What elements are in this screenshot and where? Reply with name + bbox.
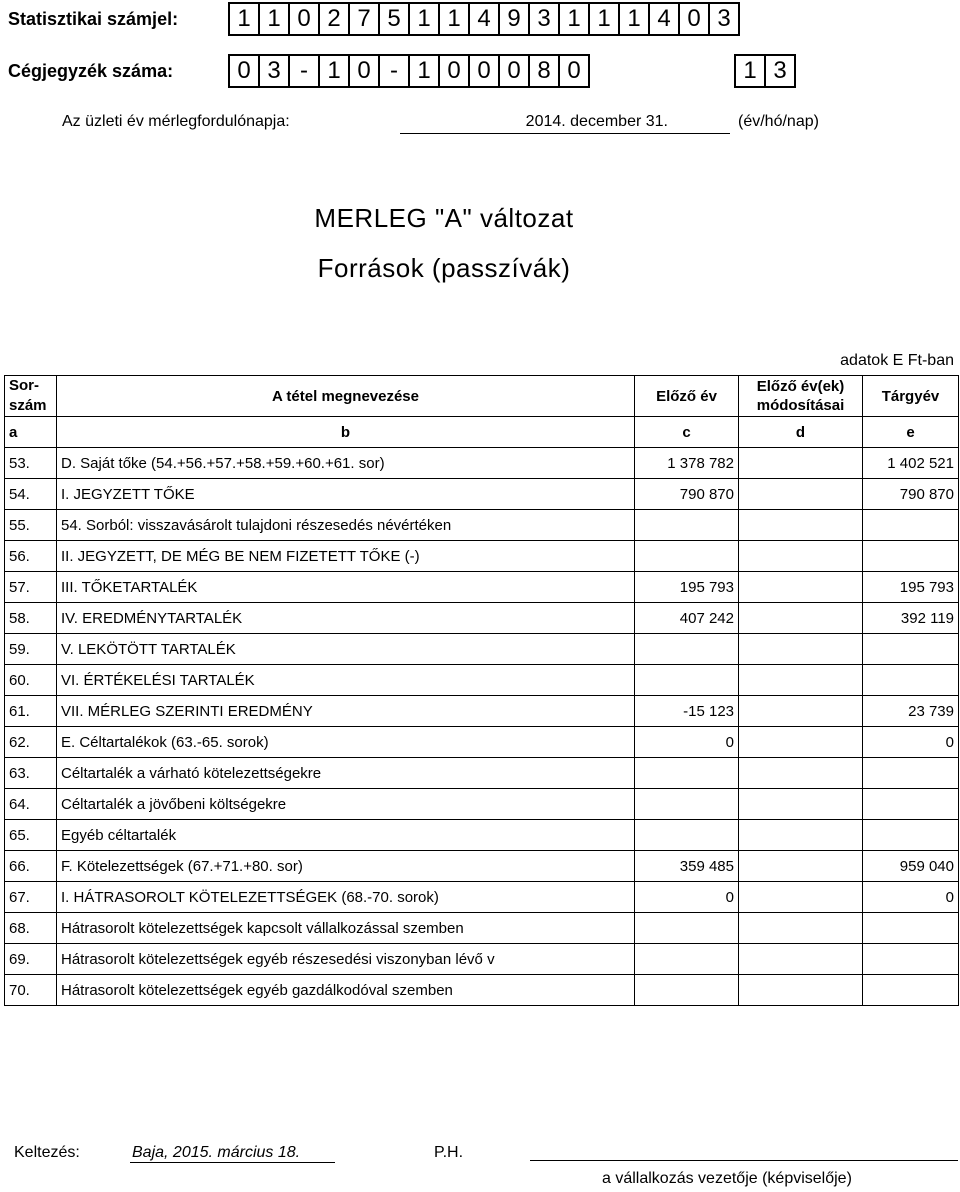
col-header-curr: Tárgyév	[863, 376, 959, 417]
row-curr-value	[863, 634, 959, 665]
row-prev-value	[635, 541, 739, 572]
table-row	[5, 913, 959, 944]
row-number: 55.	[5, 510, 57, 541]
row-number: 64.	[5, 789, 57, 820]
row-name: II. JEGYZETT, DE MÉG BE NEM FIZETETT TŐKE (-)	[57, 541, 635, 572]
table-row	[5, 820, 959, 851]
row-mod-value	[739, 510, 863, 541]
col-letter-e: e	[863, 417, 959, 448]
row-name: Céltartalék a várható kötelezettségekre	[57, 758, 635, 789]
reg-label: Cégjegyzék száma:	[8, 61, 174, 81]
table-row	[5, 479, 959, 510]
stat-digit: 0	[290, 2, 320, 36]
row-mod-value	[739, 479, 863, 510]
row-mod-value	[739, 913, 863, 944]
col-header-prev: Előző év	[635, 376, 739, 417]
footer-date-label: Keltezés:	[14, 1144, 80, 1161]
stat-digit: 3	[710, 2, 740, 36]
table-row	[5, 510, 959, 541]
stat-digit: 5	[380, 2, 410, 36]
balance-date-value: 2014. december 31.	[525, 113, 668, 130]
row-name: F. Kötelezettségek (67.+71.+80. sor)	[57, 851, 635, 882]
row-prev-value: 359 485	[635, 851, 739, 882]
reg-digit: 0	[500, 54, 530, 88]
row-name: VII. MÉRLEG SZERINTI EREDMÉNY	[57, 696, 635, 727]
row-name: D. Saját tőke (54.+56.+57.+58.+59.+60.+61. sor)	[57, 448, 635, 479]
reg-digit: 0	[230, 54, 260, 88]
row-name: VI. ÉRTÉKELÉSI TARTALÉK	[57, 665, 635, 696]
table-row	[5, 541, 959, 572]
row-prev-value: 195 793	[635, 572, 739, 603]
row-number: 63.	[5, 758, 57, 789]
stat-digit: 3	[530, 2, 560, 36]
reg-digit: -	[380, 54, 410, 88]
col-letter-a: a	[5, 417, 57, 448]
row-prev-value: 407 242	[635, 603, 739, 634]
row-number: 59.	[5, 634, 57, 665]
table-row	[5, 758, 959, 789]
row-name: 54. Sorból: visszavásárolt tulajdoni részesedés névértéken	[57, 510, 635, 541]
table-row	[5, 944, 959, 975]
footer-date-line	[130, 1162, 335, 1163]
stat-digit: 7	[350, 2, 380, 36]
stat-digit: 1	[620, 2, 650, 36]
row-mod-value	[739, 882, 863, 913]
table-row	[5, 882, 959, 913]
stat-number-boxes	[228, 2, 740, 36]
row-mod-value	[739, 789, 863, 820]
row-prev-value: 790 870	[635, 479, 739, 510]
row-name: V. LEKÖTÖTT TARTALÉK	[57, 634, 635, 665]
row-prev-value: 0	[635, 882, 739, 913]
reg-digit: 1	[320, 54, 350, 88]
row-prev-value	[635, 913, 739, 944]
row-curr-value	[863, 913, 959, 944]
row-number: 57.	[5, 572, 57, 603]
reg-suffix-digit: 3	[766, 54, 796, 88]
row-number: 69.	[5, 944, 57, 975]
reg-digit: -	[290, 54, 320, 88]
row-mod-value	[739, 634, 863, 665]
row-prev-value: -15 123	[635, 696, 739, 727]
row-number: 70.	[5, 975, 57, 1006]
row-prev-value	[635, 758, 739, 789]
row-curr-value: 0	[863, 727, 959, 758]
row-curr-value	[863, 665, 959, 696]
reg-digit: 0	[470, 54, 500, 88]
row-number: 65.	[5, 820, 57, 851]
row-curr-value: 0	[863, 882, 959, 913]
row-number: 56.	[5, 541, 57, 572]
row-prev-value	[635, 665, 739, 696]
row-prev-value: 0	[635, 727, 739, 758]
row-prev-value	[635, 510, 739, 541]
footer-date-value: Baja, 2015. március 18.	[132, 1144, 301, 1161]
row-mod-value	[739, 541, 863, 572]
col-letter-b: b	[57, 417, 635, 448]
signature-label: a vállalkozás vezetője (képviselője)	[602, 1170, 852, 1187]
row-name: E. Céltartalékok (63.-65. sorok)	[57, 727, 635, 758]
stat-digit: 9	[500, 2, 530, 36]
row-mod-value	[739, 758, 863, 789]
reg-digit: 3	[260, 54, 290, 88]
stat-digit: 1	[440, 2, 470, 36]
row-mod-value	[739, 448, 863, 479]
reg-suffix-digit: 1	[736, 54, 766, 88]
balance-date-unit: (év/hó/nap)	[738, 113, 819, 130]
col-header-mod: Előző év(ek) módosításai	[739, 376, 863, 417]
row-number: 66.	[5, 851, 57, 882]
row-prev-value	[635, 789, 739, 820]
main-title: MERLEG "A" változat	[314, 203, 574, 233]
row-prev-value	[635, 944, 739, 975]
table-row	[5, 448, 959, 479]
row-curr-value	[863, 510, 959, 541]
table-row	[5, 603, 959, 634]
balance-date-field	[400, 113, 730, 134]
row-mod-value	[739, 944, 863, 975]
stat-digit: 0	[680, 2, 710, 36]
row-number: 58.	[5, 603, 57, 634]
row-number: 61.	[5, 696, 57, 727]
table-row	[5, 851, 959, 882]
reg-digit: 1	[410, 54, 440, 88]
row-number: 67.	[5, 882, 57, 913]
row-curr-value	[863, 758, 959, 789]
sub-title: Források (passzívák)	[317, 253, 571, 283]
stat-digit: 1	[260, 2, 290, 36]
row-name: I. HÁTRASOROLT KÖTELEZETTSÉGEK (68.-70. sorok)	[57, 882, 635, 913]
stat-digit: 1	[560, 2, 590, 36]
row-prev-value: 1 378 782	[635, 448, 739, 479]
row-mod-value	[739, 975, 863, 1006]
stat-digit: 4	[470, 2, 500, 36]
col-letter-c: c	[635, 417, 739, 448]
row-curr-value: 790 870	[863, 479, 959, 510]
balance-date-label: Az üzleti év mérlegfordulónapja:	[62, 113, 290, 130]
row-curr-value	[863, 975, 959, 1006]
row-curr-value	[863, 820, 959, 851]
row-curr-value: 23 739	[863, 696, 959, 727]
row-curr-value: 392 119	[863, 603, 959, 634]
reg-digit: 0	[440, 54, 470, 88]
stat-digit: 1	[410, 2, 440, 36]
row-number: 68.	[5, 913, 57, 944]
row-name: Hátrasorolt kötelezettségek egyéb részesedési viszonyban lévő v	[57, 944, 635, 975]
row-mod-value	[739, 665, 863, 696]
table-row	[5, 975, 959, 1006]
row-mod-value	[739, 572, 863, 603]
row-name: Hátrasorolt kötelezettségek egyéb gazdálkodóval szemben	[57, 975, 635, 1006]
row-curr-value	[863, 541, 959, 572]
stat-digit: 1	[590, 2, 620, 36]
balance-sheet-table	[4, 375, 959, 1006]
row-curr-value: 959 040	[863, 851, 959, 882]
row-mod-value	[739, 820, 863, 851]
row-curr-value	[863, 789, 959, 820]
row-name: Céltartalék a jövőbeni költségekre	[57, 789, 635, 820]
table-row	[5, 727, 959, 758]
table-row	[5, 634, 959, 665]
table-row	[5, 665, 959, 696]
units-note: adatok E Ft-ban	[840, 352, 954, 369]
stat-label: Statisztikai számjel:	[8, 9, 179, 29]
row-name: Egyéb céltartalék	[57, 820, 635, 851]
row-number: 60.	[5, 665, 57, 696]
table-row	[5, 789, 959, 820]
row-mod-value	[739, 851, 863, 882]
stat-digit: 1	[230, 2, 260, 36]
col-letter-d: d	[739, 417, 863, 448]
row-curr-value: 1 402 521	[863, 448, 959, 479]
reg-number-boxes	[228, 54, 590, 88]
table-row	[5, 572, 959, 603]
row-prev-value	[635, 975, 739, 1006]
row-mod-value	[739, 603, 863, 634]
reg-digit: 0	[560, 54, 590, 88]
stamp-label: P.H.	[434, 1144, 464, 1161]
row-curr-value	[863, 944, 959, 975]
col-header-sorszam: Sor-szám	[5, 376, 57, 417]
stat-digit: 4	[650, 2, 680, 36]
row-name: III. TŐKETARTALÉK	[57, 572, 635, 603]
row-mod-value	[739, 696, 863, 727]
row-name: I. JEGYZETT TŐKE	[57, 479, 635, 510]
reg-suffix-boxes	[734, 54, 796, 88]
row-name: Hátrasorolt kötelezettségek kapcsolt vállalkozással szemben	[57, 913, 635, 944]
row-number: 54.	[5, 479, 57, 510]
row-mod-value	[739, 727, 863, 758]
reg-digit: 0	[350, 54, 380, 88]
row-prev-value	[635, 634, 739, 665]
row-number: 53.	[5, 448, 57, 479]
signature-line	[530, 1160, 958, 1161]
col-header-name: A tétel megnevezése	[57, 376, 635, 417]
row-name: IV. EREDMÉNYTARTALÉK	[57, 603, 635, 634]
stat-digit: 2	[320, 2, 350, 36]
row-prev-value	[635, 820, 739, 851]
table-row	[5, 696, 959, 727]
row-curr-value: 195 793	[863, 572, 959, 603]
row-number: 62.	[5, 727, 57, 758]
reg-digit: 8	[530, 54, 560, 88]
